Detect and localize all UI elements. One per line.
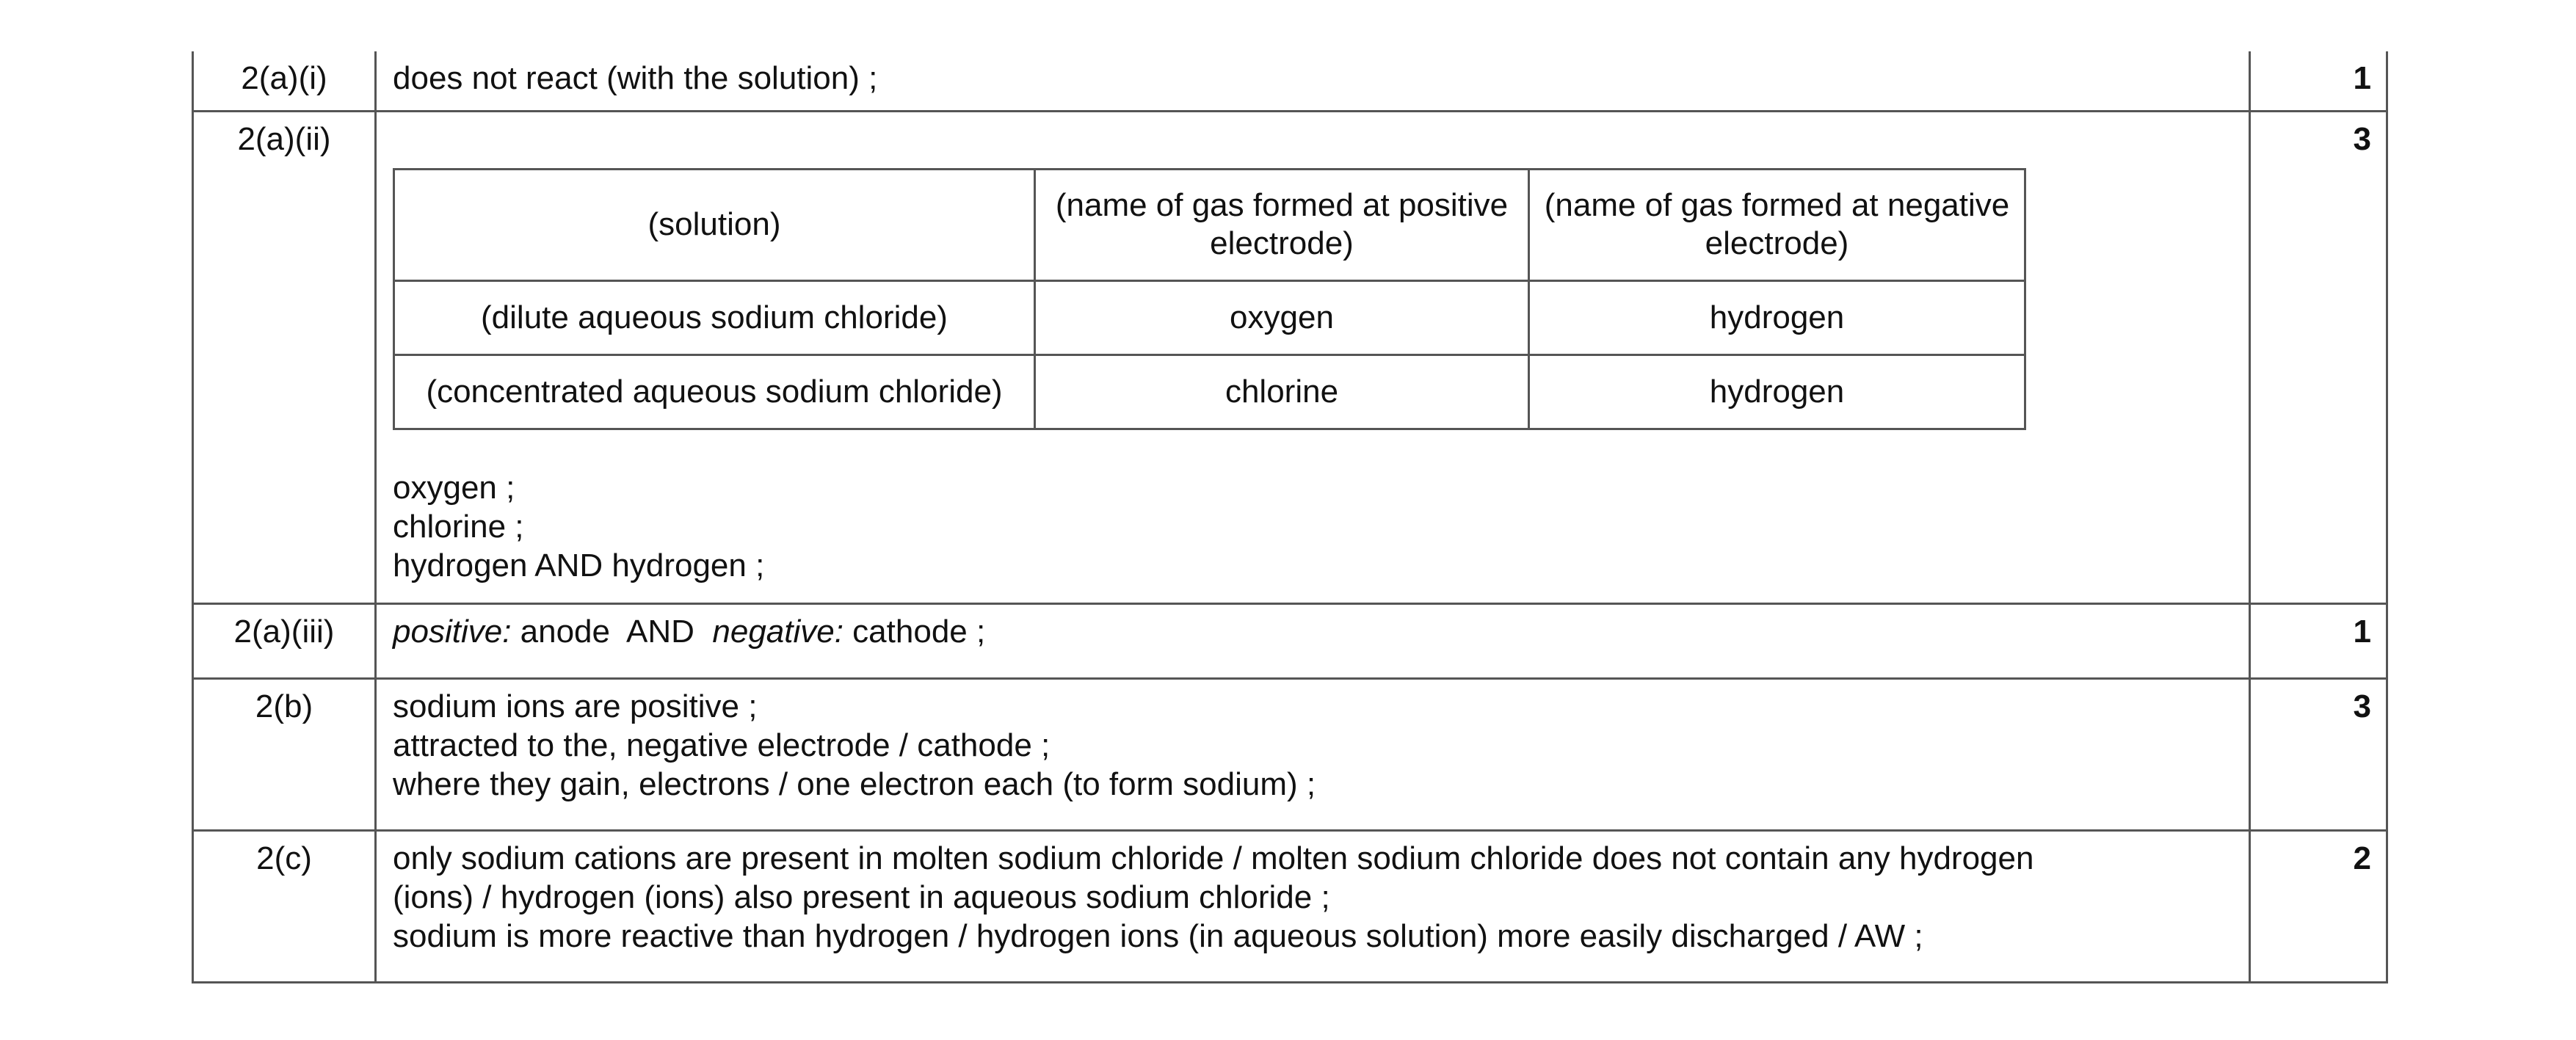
inner-table-cell: chlorine xyxy=(1035,354,1529,429)
positive-label: positive: xyxy=(393,613,512,650)
negative-answer: cathode ; xyxy=(843,613,986,650)
table-row xyxy=(193,603,2387,678)
inner-table-row xyxy=(394,354,2025,429)
marks-cell: 3 xyxy=(2250,111,2387,603)
inner-table-cell: (dilute aqueous sodium chloride) xyxy=(394,280,1035,354)
table-row xyxy=(193,678,2387,830)
answer-line: hydrogen AND hydrogen ; xyxy=(393,547,765,583)
inner-table-header: (solution) xyxy=(394,169,1035,280)
positive-answer: anode AND xyxy=(511,613,713,650)
answer-lines xyxy=(393,468,2232,585)
answer-line: (ions) / hydrogen (ions) also present in aqueous sodium chloride ; xyxy=(393,879,1330,915)
inner-table-header-row xyxy=(394,169,2025,280)
inner-table-cell: hydrogen xyxy=(1529,354,2025,429)
marks-cell: 1 xyxy=(2250,51,2387,111)
question-number: 2(a)(ii) xyxy=(193,111,376,603)
answer-line: chlorine ; xyxy=(393,508,524,545)
answer-cell xyxy=(376,830,2250,982)
inner-table-header: (name of gas formed at positive electrode) xyxy=(1035,169,1529,280)
answer-cell xyxy=(376,111,2250,603)
answer-line: oxygen ; xyxy=(393,469,515,506)
question-number: 2(a)(iii) xyxy=(193,603,376,678)
answer-line: attracted to the, negative electrode / cathode ; xyxy=(393,727,1051,763)
negative-label: negative: xyxy=(712,613,843,650)
answer-cell xyxy=(376,603,2250,678)
inner-table-cell: hydrogen xyxy=(1529,280,2025,354)
question-number: 2(a)(i) xyxy=(193,51,376,111)
inner-table-row xyxy=(394,280,2025,354)
answer-line: where they gain, electrons / one electron each (to form sodium) ; xyxy=(393,766,1316,802)
table-row xyxy=(193,830,2387,982)
inner-table-header: (name of gas formed at negative electrode) xyxy=(1529,169,2025,280)
answer-line: sodium ions are positive ; xyxy=(393,688,758,724)
mark-scheme-table xyxy=(192,51,2388,983)
marks-cell: 3 xyxy=(2250,678,2387,830)
answer-cell xyxy=(376,51,2250,111)
answer-text: does not react (with the solution) ; xyxy=(393,60,878,96)
question-number: 2(c) xyxy=(193,830,376,982)
marks-cell: 2 xyxy=(2250,830,2387,982)
table-row xyxy=(193,111,2387,603)
table-row xyxy=(193,51,2387,111)
answer-line: sodium is more reactive than hydrogen / hydrogen ions (in aqueous solution) more easily discharged / AW ; xyxy=(393,917,1923,954)
electrolysis-table xyxy=(393,168,2026,430)
answer-cell xyxy=(376,678,2250,830)
answer-line: only sodium cations are present in molten sodium chloride / molten sodium chloride does not contain any hydrogen xyxy=(393,840,2034,876)
inner-table-cell: (concentrated aqueous sodium chloride) xyxy=(394,354,1035,429)
marks-cell: 1 xyxy=(2250,603,2387,678)
inner-table-cell: oxygen xyxy=(1035,280,1529,354)
question-number: 2(b) xyxy=(193,678,376,830)
